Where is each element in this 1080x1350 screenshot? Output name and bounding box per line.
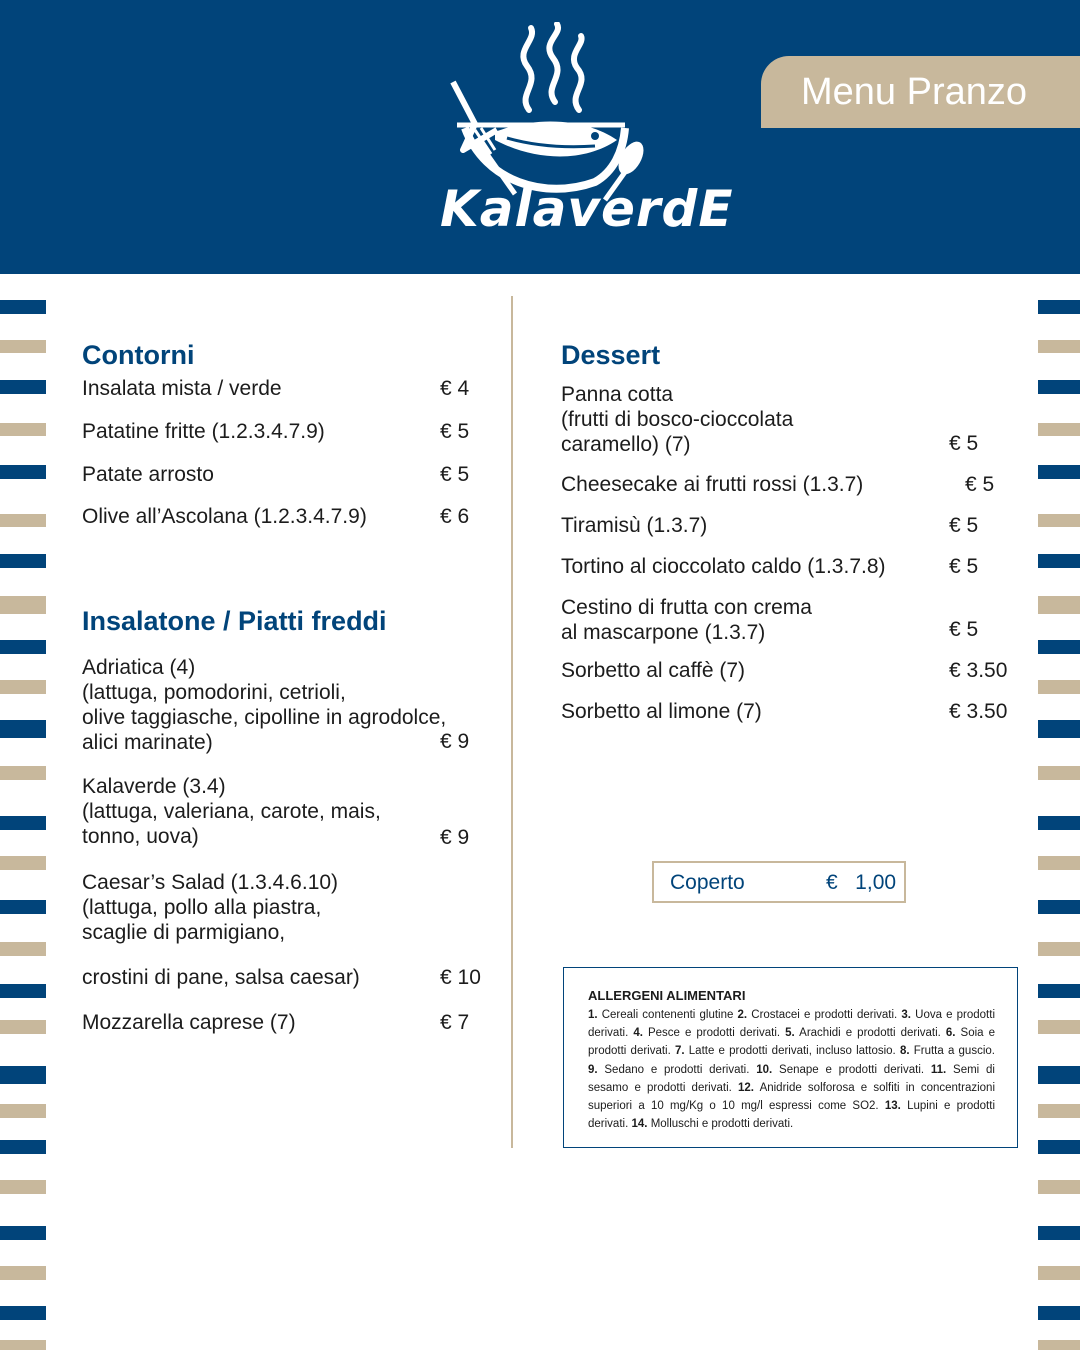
menu-item-price: € 5	[949, 432, 979, 455]
allergen-list	[588, 1006, 995, 1133]
allergen-text: Arachidi e prodotti derivati.	[799, 1027, 941, 1040]
menu-item-price: € 5	[440, 420, 470, 443]
allergen-text: Soia e prodotti derivati.	[588, 1027, 996, 1058]
menu-item-name: Kalaverde (3.4) (lattuga, valeriana, carote, mais, tonno, uova)	[82, 775, 381, 848]
allergen-number: 4.	[633, 1027, 643, 1040]
menu-item-price: € 9	[440, 730, 470, 753]
allergen-number: 11.	[930, 1063, 947, 1076]
menu-item-price: € 5	[949, 514, 979, 537]
menu-item-price: € 7	[440, 1011, 470, 1034]
allergen-text: Lupini e prodotti derivati.	[588, 1100, 995, 1131]
allergen-text: Crostacei e prodotti derivati.	[751, 1009, 898, 1021]
right-stripe-border	[1038, 300, 1080, 1350]
menu-item-price: € 5	[440, 463, 470, 486]
menu-item-name: Patatine fritte (1.2.3.4.7.9)	[82, 420, 325, 443]
menu-item-name: Mozzarella caprese (7)	[82, 1011, 296, 1034]
coperto-box	[652, 861, 906, 903]
menu-item-name: Cheesecake ai frutti rossi (1.3.7)	[561, 473, 864, 496]
menu-item-price: € 5	[949, 618, 979, 641]
menu-item-name-continued: crostini di pane, salsa caesar)	[82, 966, 360, 989]
allergen-number: 7.	[675, 1045, 685, 1058]
menu-item-price: € 6	[440, 505, 470, 528]
menu-item-price: € 9	[440, 826, 470, 849]
menu-item-name: Tortino al cioccolato caldo (1.3.7.8)	[561, 555, 886, 578]
allergen-number: 5.	[785, 1027, 795, 1040]
allergen-number: 13.	[884, 1100, 901, 1113]
allergen-text: Sedano e prodotti derivati.	[604, 1063, 750, 1076]
menu-item-price: € 4	[440, 377, 470, 400]
menu-item-price: € 3.50	[949, 659, 1008, 682]
allergen-text: Frutta a guscio.	[913, 1045, 995, 1058]
allergen-text: Cereali contenenti glutine	[601, 1009, 734, 1021]
allergen-text: Latte e prodotti derivati, incluso lattosio.	[688, 1045, 896, 1058]
menu-item-name: Sorbetto al caffè (7)	[561, 659, 746, 682]
menu-item-price: € 3.50	[949, 700, 1008, 723]
allergen-text: Uova e prodotti derivati.	[588, 1009, 996, 1040]
allergen-number: 2.	[737, 1009, 748, 1021]
menu-item-name: Insalata mista / verde	[82, 377, 282, 400]
coperto-price: € 1,00	[826, 871, 897, 894]
allergen-number: 6.	[945, 1027, 956, 1040]
allergen-text: Molluschi e prodotti derivati.	[650, 1118, 794, 1131]
menu-item-price: € 5	[949, 555, 979, 578]
allergen-number: 8.	[899, 1045, 910, 1058]
column-divider	[511, 296, 513, 1148]
allergen-number: 14.	[631, 1118, 648, 1131]
allergen-title: ALLERGENI ALIMENTARI	[588, 988, 746, 1003]
menu-item-name: Cestino di frutta con crema al mascarpone (1.3.7)	[561, 596, 812, 644]
allergen-text: Pesce e prodotti derivati.	[647, 1027, 781, 1040]
allergen-text: Semi di sesamo e prodotti derivati.	[588, 1063, 995, 1094]
menu-item-name: Sorbetto al limone (7)	[561, 700, 762, 723]
coperto-label: Coperto	[670, 871, 745, 894]
section-title-insalatone: Insalatone / Piatti freddi	[82, 606, 387, 636]
menu-item-name: Tiramisù (1.3.7)	[561, 514, 708, 537]
brand-name: KalaverdE	[440, 180, 734, 238]
allergen-text: Anidride solforosa e solfiti in concentrazioni superiori a 10 mg/Kg o 10 mg/l espressi come SO2.	[588, 1081, 996, 1113]
allergen-number: 3.	[901, 1009, 911, 1021]
allergen-text: Senape e prodotti derivati.	[779, 1063, 925, 1076]
section-title-contorni: Contorni	[82, 340, 195, 370]
allergen-number: 1.	[588, 1009, 598, 1021]
menu-item-name: Panna cotta (frutti di bosco-cioccolata caramello) (7)	[561, 383, 794, 456]
menu-item-price: € 10	[440, 966, 481, 989]
menu-type-badge: Menu Pranzo	[761, 56, 1080, 128]
allergen-number: 12.	[738, 1081, 755, 1094]
menu-item-price: € 5	[965, 473, 995, 496]
section-title-dessert: Dessert	[561, 340, 661, 370]
left-stripe-border	[0, 300, 46, 1350]
menu-item-name: Caesar’s Salad (1.3.4.6.10) (lattuga, pollo alla piastra, scaglie di parmigiano,	[82, 871, 339, 944]
menu-item-name: Patate arrosto	[82, 463, 214, 486]
menu-item-name: Adriatica (4) (lattuga, pomodorini, cetrioli, olive taggiasche, cipolline in agrodolce, alici marinate)	[82, 656, 447, 754]
header-band	[0, 0, 1080, 274]
menu-item-name: Olive all’Ascolana (1.2.3.4.7.9)	[82, 505, 367, 528]
allergen-number: 10.	[756, 1063, 773, 1076]
allergen-box	[563, 967, 1018, 1148]
allergen-number: 9.	[588, 1063, 598, 1076]
